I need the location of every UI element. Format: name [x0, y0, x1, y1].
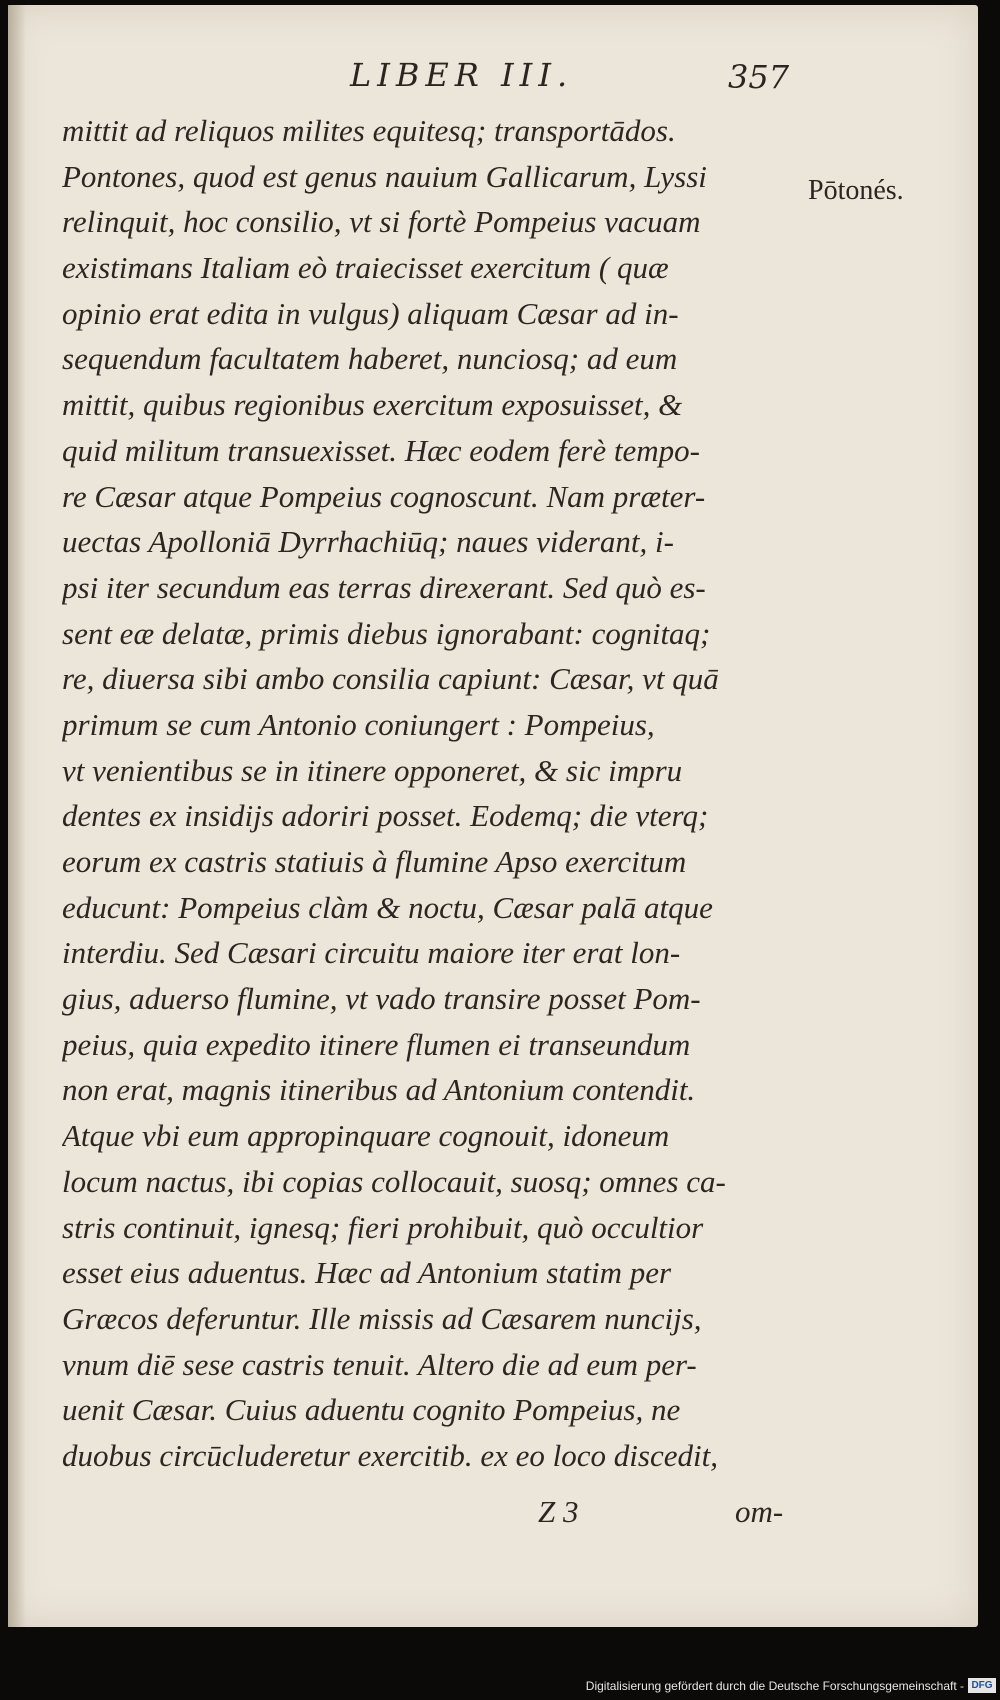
text-line: esset eius aduentus. Hæc ad Antonium statim per	[62, 1255, 672, 1291]
text-line: uenit Cæsar. Cuius aduentu cognito Pompeius, ne	[62, 1392, 681, 1428]
page-number: 357	[728, 58, 790, 96]
text-line: gius, aduerso flumine, vt vado transire posset Pom-	[62, 981, 701, 1017]
text-line: uectas Apolloniā Dyrrhachiūq; naues viderant, i-	[62, 524, 674, 560]
text-line: sequendum facultatem haberet, nunciosq; ad eum	[62, 341, 678, 377]
text-line: re Cæsar atque Pompeius cognoscunt. Nam præter-	[62, 478, 706, 514]
text-line: opinio erat edita in vulgus) aliquam Cæsar ad in-	[62, 295, 679, 331]
page-gutter-shadow	[8, 5, 26, 1627]
text-line: primum se cum Antonio coniungert : Pompeius,	[62, 706, 655, 742]
text-line: stris continuit, ignesq; fieri prohibuit, quò occultior	[62, 1209, 704, 1245]
signature-mark: Z 3	[538, 1494, 579, 1529]
text-line: psi iter secundum eas terras direxerant. Sed quò es-	[62, 569, 706, 605]
dfg-logo: DFG	[968, 1678, 996, 1693]
text-line: peius, quia expedito itinere flumen ei transeundum	[62, 1026, 691, 1062]
text-line: dentes ex insidijs adoriri posset. Eodemq; die vterq;	[62, 798, 709, 834]
marginal-note: Pōtonés.	[808, 175, 904, 206]
text-line: interdiu. Sed Cæsari circuitu maiore iter erat lon-	[62, 935, 681, 971]
text-line: existimans Italiam eò traiecisset exercitum ( quæ	[62, 250, 669, 286]
running-head: LIBER III.	[350, 56, 574, 94]
text-line: Græcos deferuntur. Ille missis ad Cæsarem nuncijs,	[62, 1300, 702, 1336]
text-line: duobus circūcluderetur exercitib. ex eo loco discedit,	[62, 1437, 718, 1473]
text-line: mittit ad reliquos milites equitesq; transportādos.	[62, 113, 676, 148]
body-text	[62, 108, 802, 1479]
text-line: locum nactus, ibi copias collocauit, suosq; omnes ca-	[62, 1163, 726, 1199]
text-line: vt venientibus se in itinere opponeret, & sic impru	[62, 752, 683, 788]
text-line: non erat, magnis itineribus ad Antonium contendit.	[62, 1072, 696, 1108]
text-line: educunt: Pompeius clàm & noctu, Cæsar palā atque	[62, 889, 713, 925]
page-header	[0, 56, 1000, 106]
text-line: sent eæ delatæ, primis diebus ignorabant: cognitaq;	[62, 615, 711, 651]
credit-bar	[0, 1674, 1000, 1700]
catchword: om-	[735, 1494, 784, 1529]
text-line: vnum diē sese castris tenuit. Altero die ad eum per-	[62, 1346, 697, 1382]
text-line: relinquit, hoc consilio, vt si fortè Pompeius vacuam	[62, 204, 701, 240]
text-line: Pontones, quod est genus nauium Gallicarum, Lyssi	[62, 158, 707, 194]
text-line: mittit, quibus regionibus exercitum exposuisset, &	[62, 387, 683, 423]
text-line: re, diuersa sibi ambo consilia capiunt: Cæsar, vt quā	[62, 661, 719, 697]
text-line: quid militum transuexisset. Hæc eodem ferè tempo-	[62, 432, 700, 468]
text-line: eorum ex castris statiuis à flumine Apso exercitum	[62, 844, 687, 879]
text-line: Atque vbi eum appropinquare cognouit, idoneum	[62, 1118, 670, 1154]
credit-text: Digitalisierung gefördert durch die Deutsche Forschungsgemeinschaft -	[585, 1679, 964, 1693]
